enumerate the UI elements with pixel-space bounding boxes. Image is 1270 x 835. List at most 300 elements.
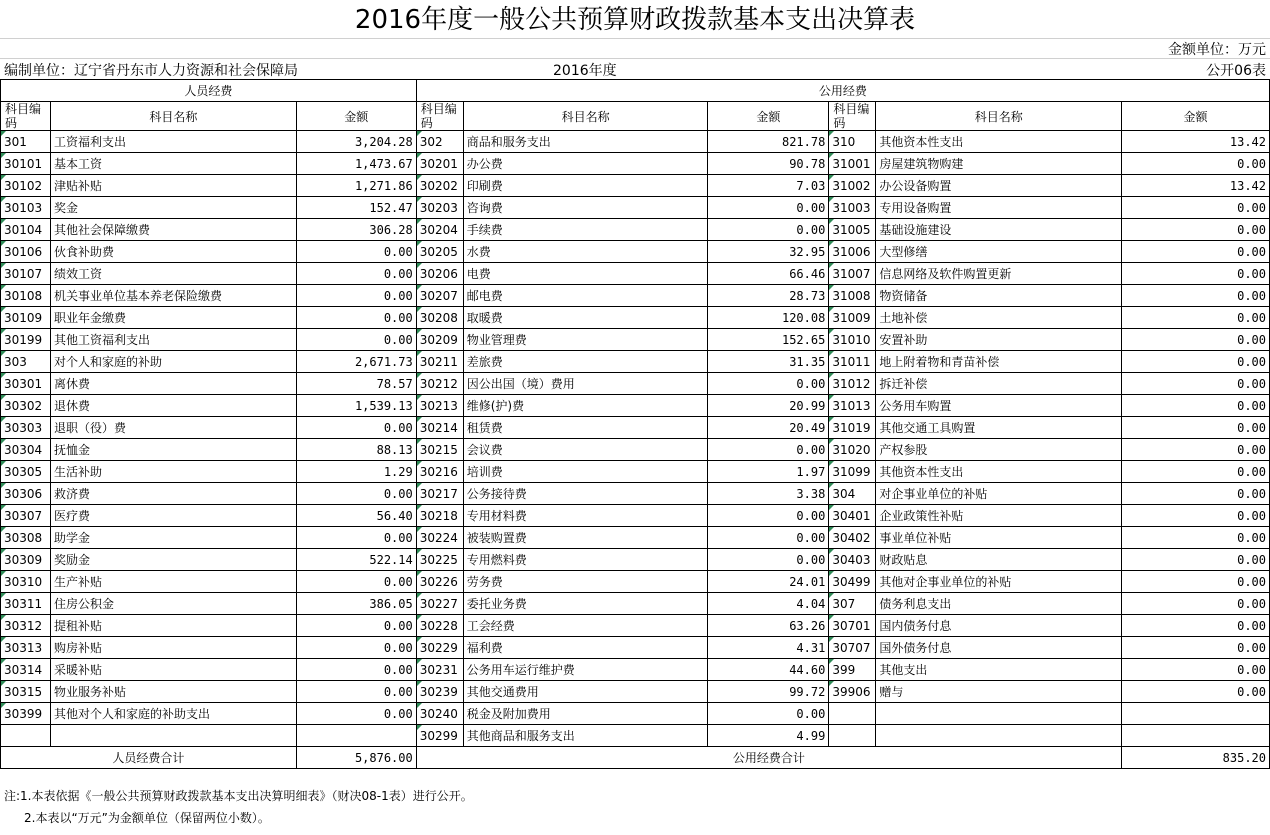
cell-amount: 386.05 — [296, 593, 416, 615]
cell-amount: 0.00 — [1122, 571, 1270, 593]
table-row — [1, 285, 1270, 307]
report-title: 2016年度一般公共预算财政拨款基本支出决算表 — [0, 0, 1270, 39]
cell-code: 30201 — [416, 153, 463, 175]
cell-amount: 0.00 — [296, 637, 416, 659]
cell-code: 31019 — [829, 417, 876, 439]
section-header-row — [1, 80, 1270, 102]
cell-amount: 3,204.28 — [296, 131, 416, 153]
cell-code: 30208 — [416, 307, 463, 329]
cell-amount: 1,271.86 — [296, 175, 416, 197]
cell-name: 其他交通工具购置 — [876, 417, 1122, 439]
col-code-header: 科目编码 — [1, 102, 51, 131]
table-row — [1, 703, 1270, 725]
cell-amount: 0.00 — [708, 549, 829, 571]
cell-code: 31013 — [829, 395, 876, 417]
cell-amount: 0.00 — [1122, 329, 1270, 351]
cell-name: 商品和服务支出 — [463, 131, 708, 153]
cell-code: 39906 — [829, 681, 876, 703]
cell-amount: 0.00 — [296, 681, 416, 703]
cell-amount: 0.00 — [296, 527, 416, 549]
col-code-header: 科目编码 — [416, 102, 463, 131]
cell-name: 离休费 — [50, 373, 296, 395]
amount-unit-label: 金额单位：万元 — [1168, 42, 1266, 58]
cell-code: 30202 — [416, 175, 463, 197]
cell-code: 30306 — [1, 483, 51, 505]
cell-code: 30311 — [1, 593, 51, 615]
cell-amount: 0.00 — [1122, 681, 1270, 703]
cell-code: 30101 — [1, 153, 51, 175]
cell-name: 抚恤金 — [50, 439, 296, 461]
cell-code: 30218 — [416, 505, 463, 527]
cell-name: 住房公积金 — [50, 593, 296, 615]
table-row — [1, 571, 1270, 593]
cell-name: 公务用车运行维护费 — [463, 659, 708, 681]
cell-amount: 522.14 — [296, 549, 416, 571]
cell-amount: 1.29 — [296, 461, 416, 483]
cell-amount: 20.99 — [708, 395, 829, 417]
cell-name: 物业管理费 — [463, 329, 708, 351]
cell-code: 31007 — [829, 263, 876, 285]
section-personnel: 人员经费 — [1, 80, 417, 102]
cell-name: 对企事业单位的补贴 — [876, 483, 1122, 505]
cell-amount: 0.00 — [296, 703, 416, 725]
expenditure-table — [0, 79, 1270, 769]
cell-code — [829, 703, 876, 725]
cell-amount: 0.00 — [708, 373, 829, 395]
cell-code: 30228 — [416, 615, 463, 637]
cell-amount — [1122, 725, 1270, 747]
col-amount-header: 金额 — [708, 102, 829, 131]
cell-name: 公务接待费 — [463, 483, 708, 505]
table-row — [1, 263, 1270, 285]
cell-code: 30307 — [1, 505, 51, 527]
cell-amount: 152.65 — [708, 329, 829, 351]
cell-name: 津贴补贴 — [50, 175, 296, 197]
cell-code: 30308 — [1, 527, 51, 549]
cell-name: 办公费 — [463, 153, 708, 175]
cell-code: 30224 — [416, 527, 463, 549]
cell-amount: 0.00 — [296, 241, 416, 263]
cell-amount: 0.00 — [1122, 461, 1270, 483]
cell-name: 其他社会保障缴费 — [50, 219, 296, 241]
cell-code: 31010 — [829, 329, 876, 351]
personnel-total-label: 人员经费合计 — [1, 747, 297, 769]
cell-amount: 0.00 — [296, 571, 416, 593]
cell-amount: 32.95 — [708, 241, 829, 263]
cell-amount: 0.00 — [1122, 439, 1270, 461]
cell-code: 31003 — [829, 197, 876, 219]
cell-name: 事业单位补贴 — [876, 527, 1122, 549]
table-row — [1, 241, 1270, 263]
cell-name: 安置补助 — [876, 329, 1122, 351]
cell-name: 专用材料费 — [463, 505, 708, 527]
cell-code: 30399 — [1, 703, 51, 725]
cell-name: 工会经费 — [463, 615, 708, 637]
cell-code: 30215 — [416, 439, 463, 461]
cell-name: 基本工资 — [50, 153, 296, 175]
table-row — [1, 373, 1270, 395]
cell-code: 307 — [829, 593, 876, 615]
column-header-row — [1, 102, 1270, 131]
table-row — [1, 483, 1270, 505]
table-row — [1, 439, 1270, 461]
cell-amount: 7.03 — [708, 175, 829, 197]
cell-amount: 0.00 — [296, 417, 416, 439]
public-total-amount: 835.20 — [1122, 747, 1270, 769]
cell-name: 劳务费 — [463, 571, 708, 593]
personnel-total-amount: 5,876.00 — [296, 747, 416, 769]
cell-code: 31008 — [829, 285, 876, 307]
cell-name: 水费 — [463, 241, 708, 263]
cell-amount: 306.28 — [296, 219, 416, 241]
cell-name: 采暖补贴 — [50, 659, 296, 681]
cell-code: 30106 — [1, 241, 51, 263]
cell-name: 退休费 — [50, 395, 296, 417]
cell-name: 国外债务付息 — [876, 637, 1122, 659]
cell-name: 财政贴息 — [876, 549, 1122, 571]
section-public: 公用经费 — [416, 80, 1269, 102]
table-row — [1, 329, 1270, 351]
table-row — [1, 549, 1270, 571]
year-label: 2016年度 — [553, 63, 617, 79]
cell-amount: 0.00 — [296, 285, 416, 307]
cell-code: 30225 — [416, 549, 463, 571]
cell-code: 31009 — [829, 307, 876, 329]
col-name-header: 科目名称 — [50, 102, 296, 131]
info-row — [0, 59, 1270, 80]
cell-code: 30102 — [1, 175, 51, 197]
cell-name: 购房补贴 — [50, 637, 296, 659]
cell-name: 维修(护)费 — [463, 395, 708, 417]
cell-amount: 0.00 — [708, 439, 829, 461]
cell-name: 拆迁补偿 — [876, 373, 1122, 395]
cell-amount: 24.01 — [708, 571, 829, 593]
cell-amount: 3.38 — [708, 483, 829, 505]
cell-amount: 0.00 — [296, 483, 416, 505]
cell-code: 30108 — [1, 285, 51, 307]
cell-amount: 0.00 — [296, 307, 416, 329]
cell-amount: 0.00 — [1122, 307, 1270, 329]
cell-name: 其他对个人和家庭的补助支出 — [50, 703, 296, 725]
cell-name: 被装购置费 — [463, 527, 708, 549]
cell-code: 310 — [829, 131, 876, 153]
table-row — [1, 307, 1270, 329]
cell-code: 30206 — [416, 263, 463, 285]
cell-code: 30402 — [829, 527, 876, 549]
cell-code: 30310 — [1, 571, 51, 593]
cell-amount: 20.49 — [708, 417, 829, 439]
cell-code: 30212 — [416, 373, 463, 395]
cell-amount: 0.00 — [1122, 241, 1270, 263]
cell-amount: 0.00 — [1122, 527, 1270, 549]
cell-amount: 0.00 — [1122, 549, 1270, 571]
cell-code: 30211 — [416, 351, 463, 373]
cell-code: 30214 — [416, 417, 463, 439]
cell-amount: 0.00 — [1122, 615, 1270, 637]
cell-code: 31020 — [829, 439, 876, 461]
cell-code: 30239 — [416, 681, 463, 703]
cell-name: 企业政策性补贴 — [876, 505, 1122, 527]
cell-code: 30302 — [1, 395, 51, 417]
cell-name: 地上附着物和青苗补偿 — [876, 351, 1122, 373]
cell-amount: 0.00 — [1122, 197, 1270, 219]
col-amount-header: 金额 — [296, 102, 416, 131]
cell-name: 因公出国（境）费用 — [463, 373, 708, 395]
cell-code: 30227 — [416, 593, 463, 615]
cell-amount: 1,473.67 — [296, 153, 416, 175]
cell-amount: 31.35 — [708, 351, 829, 373]
cell-code: 30315 — [1, 681, 51, 703]
cell-code: 30701 — [829, 615, 876, 637]
cell-name: 印刷费 — [463, 175, 708, 197]
cell-amount: 0.00 — [1122, 219, 1270, 241]
table-row — [1, 197, 1270, 219]
cell-name: 咨询费 — [463, 197, 708, 219]
col-name-header: 科目名称 — [876, 102, 1122, 131]
cell-name: 物资储备 — [876, 285, 1122, 307]
cell-code: 30401 — [829, 505, 876, 527]
footnote: 注:1.本表依据《一般公共预算财政拨款基本支出决算明细表》（财决08-1表）进行公开。 — [4, 789, 473, 803]
cell-name: 机关事业单位基本养老保险缴费 — [50, 285, 296, 307]
cell-amount: 88.13 — [296, 439, 416, 461]
cell-amount: 0.00 — [708, 197, 829, 219]
table-row — [1, 131, 1270, 153]
cell-amount: 0.00 — [296, 615, 416, 637]
cell-code: 30209 — [416, 329, 463, 351]
cell-code: 304 — [829, 483, 876, 505]
table-row — [1, 527, 1270, 549]
cell-code: 30303 — [1, 417, 51, 439]
cell-amount: 0.00 — [1122, 417, 1270, 439]
cell-name: 助学金 — [50, 527, 296, 549]
cell-name: 福利费 — [463, 637, 708, 659]
cell-amount: 0.00 — [1122, 351, 1270, 373]
cell-code: 30305 — [1, 461, 51, 483]
table-row — [1, 417, 1270, 439]
table-row — [1, 175, 1270, 197]
cell-amount: 0.00 — [1122, 285, 1270, 307]
cell-code: 30103 — [1, 197, 51, 219]
cell-code: 30240 — [416, 703, 463, 725]
cell-amount: 0.00 — [1122, 505, 1270, 527]
cell-amount: 1,539.13 — [296, 395, 416, 417]
cell-amount — [1122, 703, 1270, 725]
cell-amount: 99.72 — [708, 681, 829, 703]
cell-name: 土地补偿 — [876, 307, 1122, 329]
footnote: 2.本表以“万元”为金额单位（保留两位小数）。 — [24, 811, 270, 825]
cell-amount: 1.97 — [708, 461, 829, 483]
cell-code: 30231 — [416, 659, 463, 681]
cell-code: 31011 — [829, 351, 876, 373]
cell-name: 国内债务付息 — [876, 615, 1122, 637]
cell-code: 301 — [1, 131, 51, 153]
cell-amount: 2,671.73 — [296, 351, 416, 373]
col-name-header: 科目名称 — [463, 102, 708, 131]
cell-code: 303 — [1, 351, 51, 373]
col-code-header: 科目编码 — [829, 102, 876, 131]
cell-code: 30216 — [416, 461, 463, 483]
cell-amount: 56.40 — [296, 505, 416, 527]
cell-amount: 0.00 — [1122, 373, 1270, 395]
cell-code: 30104 — [1, 219, 51, 241]
table-row — [1, 593, 1270, 615]
cell-code: 31012 — [829, 373, 876, 395]
cell-code: 30205 — [416, 241, 463, 263]
cell-amount: 90.78 — [708, 153, 829, 175]
cell-amount: 0.00 — [1122, 153, 1270, 175]
cell-name: 产权参股 — [876, 439, 1122, 461]
cell-name: 房屋建筑物购建 — [876, 153, 1122, 175]
cell-amount: 4.31 — [708, 637, 829, 659]
public-total-label: 公用经费合计 — [416, 747, 1121, 769]
cell-name: 物业服务补贴 — [50, 681, 296, 703]
cell-code: 30403 — [829, 549, 876, 571]
cell-amount: 0.00 — [708, 219, 829, 241]
cell-code: 30312 — [1, 615, 51, 637]
cell-code: 31099 — [829, 461, 876, 483]
table-row — [1, 351, 1270, 373]
table-row — [1, 637, 1270, 659]
cell-code: 30107 — [1, 263, 51, 285]
cell-name: 大型修缮 — [876, 241, 1122, 263]
org-label: 编制单位：辽宁省丹东市人力资源和社会保障局 — [4, 63, 298, 79]
cell-amount: 13.42 — [1122, 175, 1270, 197]
cell-name: 其他支出 — [876, 659, 1122, 681]
cell-code: 31005 — [829, 219, 876, 241]
cell-amount: 0.00 — [1122, 593, 1270, 615]
cell-amount: 4.99 — [708, 725, 829, 747]
cell-code: 30226 — [416, 571, 463, 593]
cell-name: 绩效工资 — [50, 263, 296, 285]
cell-name: 救济费 — [50, 483, 296, 505]
cell-amount — [296, 725, 416, 747]
cell-amount: 28.73 — [708, 285, 829, 307]
cell-code: 302 — [416, 131, 463, 153]
cell-name: 职业年金缴费 — [50, 307, 296, 329]
form-code: 公开06表 — [1206, 63, 1266, 79]
cell-name: 其他交通费用 — [463, 681, 708, 703]
cell-amount: 0.00 — [1122, 395, 1270, 417]
cell-amount: 120.08 — [708, 307, 829, 329]
unit-row — [0, 38, 1270, 59]
cell-name: 生活补助 — [50, 461, 296, 483]
cell-amount: 0.00 — [708, 703, 829, 725]
cell-name: 邮电费 — [463, 285, 708, 307]
cell-name — [876, 725, 1122, 747]
cell-name: 退职（役）费 — [50, 417, 296, 439]
table-row — [1, 681, 1270, 703]
cell-name: 取暖费 — [463, 307, 708, 329]
cell-name: 差旅费 — [463, 351, 708, 373]
cell-name: 奖励金 — [50, 549, 296, 571]
cell-name: 公务用车购置 — [876, 395, 1122, 417]
footnotes — [0, 785, 1270, 829]
cell-name: 工资福利支出 — [50, 131, 296, 153]
cell-code: 31001 — [829, 153, 876, 175]
cell-name: 赠与 — [876, 681, 1122, 703]
cell-amount: 13.42 — [1122, 131, 1270, 153]
cell-code: 30499 — [829, 571, 876, 593]
table-row — [1, 395, 1270, 417]
cell-name: 其他工资福利支出 — [50, 329, 296, 351]
cell-amount: 44.60 — [708, 659, 829, 681]
table-row — [1, 659, 1270, 681]
cell-amount: 0.00 — [296, 659, 416, 681]
table-row — [1, 725, 1270, 747]
cell-name: 伙食补助费 — [50, 241, 296, 263]
cell-code: 30299 — [416, 725, 463, 747]
cell-code — [829, 725, 876, 747]
cell-name: 手续费 — [463, 219, 708, 241]
cell-code: 30309 — [1, 549, 51, 571]
cell-name: 培训费 — [463, 461, 708, 483]
table-row — [1, 153, 1270, 175]
cell-amount: 66.46 — [708, 263, 829, 285]
cell-amount: 0.00 — [708, 505, 829, 527]
cell-code: 30204 — [416, 219, 463, 241]
cell-amount: 0.00 — [1122, 659, 1270, 681]
col-amount-header: 金额 — [1122, 102, 1270, 131]
cell-code: 30314 — [1, 659, 51, 681]
cell-name: 医疗费 — [50, 505, 296, 527]
cell-name — [50, 725, 296, 747]
table-row — [1, 219, 1270, 241]
cell-amount: 4.04 — [708, 593, 829, 615]
cell-name: 办公设备购置 — [876, 175, 1122, 197]
cell-code: 30229 — [416, 637, 463, 659]
cell-code: 30213 — [416, 395, 463, 417]
cell-code: 30109 — [1, 307, 51, 329]
cell-code — [1, 725, 51, 747]
cell-code: 30313 — [1, 637, 51, 659]
table-row — [1, 615, 1270, 637]
cell-amount: 0.00 — [1122, 637, 1270, 659]
cell-name: 其他商品和服务支出 — [463, 725, 708, 747]
cell-code: 30217 — [416, 483, 463, 505]
cell-code: 30199 — [1, 329, 51, 351]
cell-amount: 0.00 — [708, 527, 829, 549]
cell-code: 30301 — [1, 373, 51, 395]
cell-code: 30707 — [829, 637, 876, 659]
cell-name: 奖金 — [50, 197, 296, 219]
table-row — [1, 461, 1270, 483]
cell-name: 信息网络及软件购置更新 — [876, 263, 1122, 285]
cell-amount: 821.78 — [708, 131, 829, 153]
cell-amount: 63.26 — [708, 615, 829, 637]
cell-name: 生产补贴 — [50, 571, 296, 593]
cell-code: 31002 — [829, 175, 876, 197]
cell-amount: 0.00 — [296, 263, 416, 285]
cell-code: 31006 — [829, 241, 876, 263]
cell-name: 专用设备购置 — [876, 197, 1122, 219]
cell-name: 提租补贴 — [50, 615, 296, 637]
cell-name: 税金及附加费用 — [463, 703, 708, 725]
cell-name: 租赁费 — [463, 417, 708, 439]
cell-name: 会议费 — [463, 439, 708, 461]
cell-name: 其他资本性支出 — [876, 461, 1122, 483]
table-row — [1, 505, 1270, 527]
cell-name: 电费 — [463, 263, 708, 285]
cell-name: 委托业务费 — [463, 593, 708, 615]
cell-code: 30207 — [416, 285, 463, 307]
cell-name: 对个人和家庭的补助 — [50, 351, 296, 373]
cell-amount: 0.00 — [1122, 483, 1270, 505]
cell-code: 399 — [829, 659, 876, 681]
cell-code: 30203 — [416, 197, 463, 219]
cell-amount: 152.47 — [296, 197, 416, 219]
cell-amount: 78.57 — [296, 373, 416, 395]
cell-name: 债务利息支出 — [876, 593, 1122, 615]
